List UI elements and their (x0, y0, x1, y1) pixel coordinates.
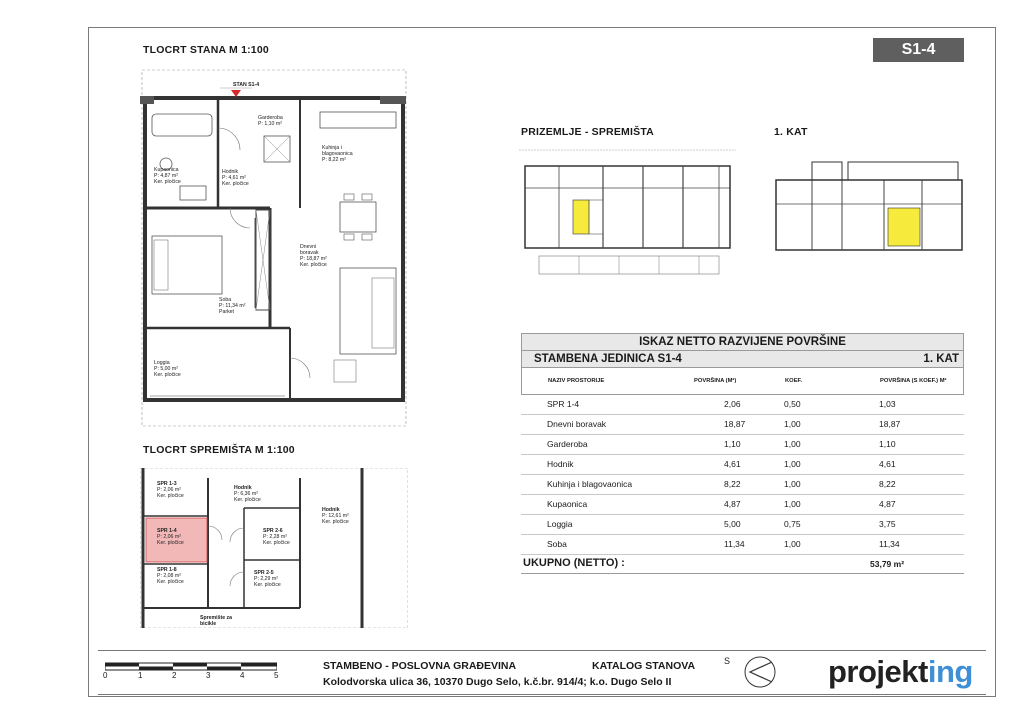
table-row (521, 495, 964, 515)
storage-label-hodnik-1: Hodnik P: 6,36 m² Ker. pločice (234, 485, 261, 503)
plan-title: TLOCRT STANA M 1:100 (143, 44, 269, 56)
cell-coef: 1,00 (784, 479, 801, 489)
scale-2: 2 (172, 671, 177, 680)
project-name: STAMBENO - POSLOVNA GRAĐEVINA (323, 660, 517, 672)
storage-label-hodnik-2: Hodnik P: 12,61 m² Ker. pločice (322, 507, 349, 525)
area-table (521, 333, 964, 574)
storage-label-bicikle: Spremište za bicikle (200, 615, 233, 627)
storage-label-spr14: SPR 1-4 P: 2,06 m² Ker. pločice (157, 528, 184, 546)
storage-label-spr13: SPR 1-3 P: 2,06 m² Ker. pločice (157, 481, 184, 499)
table-row (521, 415, 964, 435)
footer-divider-top (98, 650, 986, 651)
storage-plan-title: TLOCRT SPREMIŠTA M 1:100 (143, 444, 295, 456)
table-row (521, 435, 964, 455)
ground-floor-title: PRIZEMLJE - SPREMIŠTA (521, 126, 654, 138)
scale-0: 0 (103, 671, 108, 680)
storage-label-spr25: SPR 2-5 P: 2,29 m² Ker. pločice (254, 570, 281, 588)
col-coef: KOEF. (785, 378, 803, 384)
unit-badge: S1-4 (873, 38, 964, 62)
room-label-kupaonica: Kupaonica P: 4,87 m² Ker. pločice (154, 167, 181, 185)
table-row (521, 535, 964, 555)
cell-area: 4,61 (724, 459, 741, 469)
cell-name: Soba (547, 539, 567, 549)
cell-area: 1,10 (724, 439, 741, 449)
cell-name: SPR 1-4 (547, 399, 580, 409)
room-label-dnevni-boravak: Dnevni boravak P: 18,87 m² Ker. pločice (300, 244, 327, 268)
cell-coef: 1,00 (784, 439, 801, 449)
north-arrow-icon (742, 654, 778, 695)
footer-divider-bottom (98, 694, 986, 695)
cell-coef: 1,00 (784, 419, 801, 429)
cell-area: 5,00 (724, 519, 741, 529)
cell-name: Kupaonica (547, 499, 588, 509)
ground-floor-key-plan (519, 148, 736, 276)
cell-area: 2,06 (724, 399, 741, 409)
scale-1: 1 (138, 671, 143, 680)
cell-name: Dnevni boravak (547, 419, 607, 429)
table-header (521, 367, 964, 395)
projekting-logo: projekting (828, 654, 973, 689)
col-total: POVRŠINA (S KOEF.) M² (880, 378, 947, 384)
cell-total: 4,87 (879, 499, 896, 509)
table-unit: STAMBENA JEDINICA S1-4 (534, 353, 682, 365)
cell-total: 1,03 (879, 399, 896, 409)
cell-name: Loggia (547, 519, 573, 529)
table-floor: 1. KAT (923, 353, 959, 365)
room-label-hodnik: Hodnik P: 4,61 m² Ker. pločice (222, 169, 249, 187)
cell-total: 8,22 (879, 479, 896, 489)
table-row (521, 455, 964, 475)
col-area: POVRŠINA (M²) (694, 378, 737, 384)
cell-coef: 1,00 (784, 499, 801, 509)
north-label: S (724, 656, 731, 666)
storage-label-spr18: SPR 1-8 P: 2,08 m² Ker. pločice (157, 567, 184, 585)
cell-area: 18,87 (724, 419, 746, 429)
cell-coef: 1,00 (784, 459, 801, 469)
table-row (521, 475, 964, 495)
room-label-kuhinja: Kuhinja i blagovaonica P: 8,22 m² (322, 145, 353, 163)
cell-coef: 0,50 (784, 399, 801, 409)
cell-total: 1,10 (879, 439, 896, 449)
cell-name: Garderoba (547, 439, 588, 449)
table-unit-row (521, 350, 964, 367)
cell-total: 3,75 (879, 519, 896, 529)
cell-coef: 0,75 (784, 519, 801, 529)
scale-5: 5 (274, 671, 279, 680)
table-title: ISKAZ NETTO RAZVIJENE POVRŠINE (521, 333, 964, 350)
first-floor-title: 1. KAT (774, 126, 808, 138)
cell-total: 18,87 (879, 419, 901, 429)
room-label-loggia: Loggia P: 5,00 m² Ker. pločice (154, 360, 181, 378)
storage-label-spr26: SPR 2-6 P: 2,28 m² Ker. pločice (263, 528, 290, 546)
room-label-soba: Soba P: 11,34 m² Parket (219, 297, 246, 315)
col-name: NAZIV PROSTORIJE (548, 378, 605, 384)
project-address: Kolodvorska ulica 36, 10370 Dugo Selo, k.č.br. 914/4; k.o. Dugo Selo II (323, 676, 672, 688)
cell-total: 4,61 (879, 459, 896, 469)
scale-3: 3 (206, 671, 211, 680)
cell-name: Kuhinja i blagovaonica (547, 479, 633, 489)
cell-name: Hodnik (547, 459, 574, 469)
scale-4: 4 (240, 671, 245, 680)
total-value: 53,79 m² (870, 559, 905, 569)
cell-area: 4,87 (724, 499, 741, 509)
cell-area: 11,34 (724, 539, 745, 549)
unit-marker-label: STAN S1-4 (233, 82, 260, 88)
cell-total: 11,34 (879, 539, 900, 549)
scale-bar (105, 660, 277, 678)
first-floor-key-plan (772, 160, 966, 256)
total-label: UKUPNO (NETTO) : (523, 557, 625, 569)
cell-coef: 1,00 (784, 539, 801, 549)
catalog-name: KATALOG STANOVA (592, 660, 696, 672)
table-row (521, 515, 964, 535)
table-row (521, 395, 964, 415)
table-total-row (521, 555, 964, 574)
cell-area: 8,22 (724, 479, 741, 489)
room-label-garderoba: Garderoba P: 1,10 m² (258, 115, 283, 127)
